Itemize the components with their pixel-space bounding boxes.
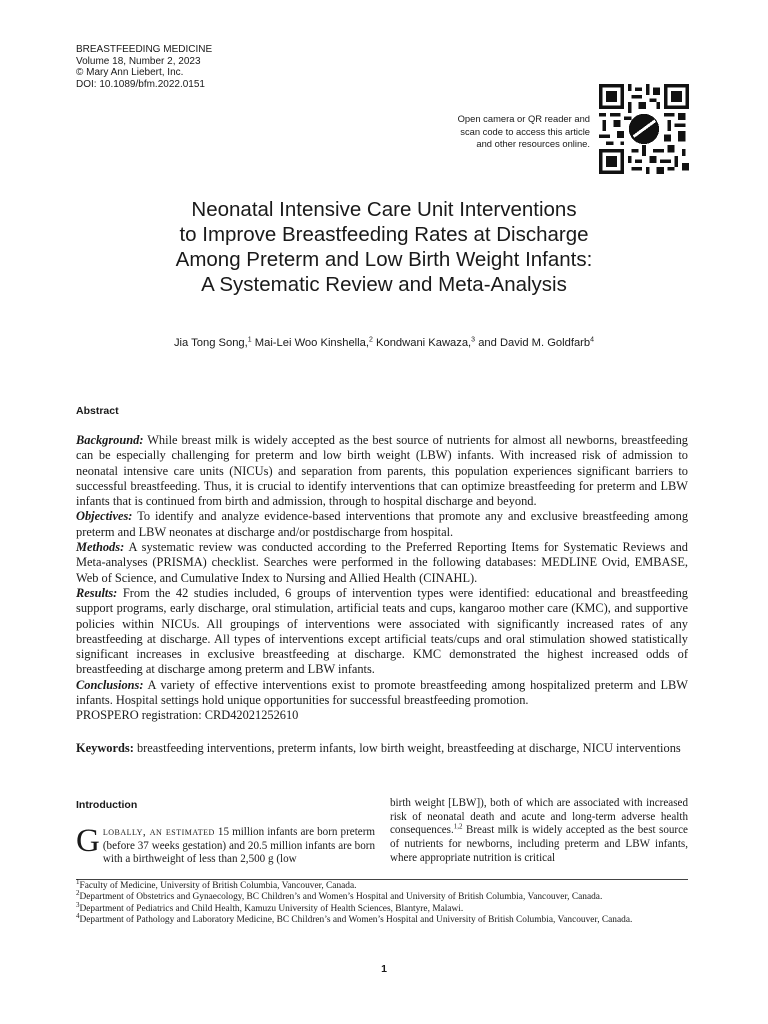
abstract-results — [76, 586, 688, 678]
author-name: and David M. Goldfarb — [478, 337, 591, 349]
journal-volume: Volume 18, Number 2, 2023 — [76, 55, 201, 67]
journal-doi[interactable]: DOI: 10.1089/bfm.2022.0151 — [76, 78, 205, 90]
drop-cap: G — [76, 823, 100, 859]
qr-note-line: and other resources online. — [476, 138, 590, 149]
footnote-mark: 2 — [76, 889, 80, 898]
body-column-left — [76, 823, 376, 867]
footnote-divider — [76, 879, 688, 880]
qr-note-line: Open camera or QR reader and — [457, 113, 590, 124]
author-affiliation: 4 — [590, 336, 595, 344]
section-label: Background: — [76, 433, 144, 447]
qr-instructions — [420, 113, 590, 151]
footnote — [76, 877, 688, 892]
footnote-text: Department of Pathology and Laboratory Medicine, BC Children’s and Women’s Hospital and University of British Columbia, Vancouver, Canada. — [79, 915, 633, 926]
keywords-text: breastfeeding interventions, preterm infants, low birth weight, breastfeeding at discharge, NICU interventions — [136, 741, 681, 755]
journal-header — [76, 44, 212, 90]
title-line: to Improve Breastfeeding Rates at Discharge — [179, 223, 589, 246]
abstract-body — [76, 433, 688, 724]
keywords — [76, 741, 688, 756]
section-label: Methods: — [76, 540, 125, 555]
qr-note-line: scan code to access this article — [460, 125, 590, 137]
title-line: A Systematic Review and Meta-Analysis — [201, 273, 567, 296]
prospero-registration: PROSPERO registration: CRD42021252610 — [76, 708, 299, 723]
footnote — [76, 900, 688, 915]
journal-copyright: © Mary Ann Liebert, Inc. — [76, 67, 184, 79]
footnote — [76, 889, 688, 903]
author-name: Mai-Lei Woo Kinshella, — [254, 337, 369, 349]
intro-paragraph-continued — [390, 797, 688, 866]
keywords-label: Keywords: — [76, 741, 134, 755]
section-label: Results: — [76, 585, 118, 600]
affiliation-footnotes — [76, 877, 688, 927]
body-column-right — [390, 797, 688, 866]
footnote-text: Department of Pediatrics and Child Health, Kamuzu University of Health Sciences, Blantyre, Malawi. — [79, 903, 464, 914]
intro-text: birth weight [LBW]), both of which are associated with increased risk of neonatal death and acute and long-term adverse health consequences. — [390, 797, 688, 837]
author-name: Kondwani Kawaza, — [376, 337, 472, 349]
footnote — [76, 912, 688, 926]
footnote-mark: 3 — [76, 900, 80, 909]
page-number: 1 — [381, 963, 387, 975]
introduction-heading: Introduction — [76, 799, 138, 811]
section-text: A systematic review was conducted according to the Preferred Reporting Items for Systematic Reviews and Meta-analyses (PRISMA) checklist. Searches were performed in the following databases: MEDLINE Ovid, EMBASE, Web of Science, and Cumulative Index to Nursing and Allied Health (CINAHL). — [76, 540, 689, 585]
reference-citation[interactable]: 1,2 — [453, 822, 463, 831]
qr-code-icon[interactable] — [599, 84, 689, 174]
section-label: Conclusions: — [76, 677, 144, 692]
footnote-text: Faculty of Medicine, University of British Columbia, Vancouver, Canada. — [79, 881, 357, 891]
author-affiliation: 3 — [471, 336, 476, 344]
author-affiliation: 2 — [369, 336, 373, 344]
section-text: To identify and analyze evidence-based interventions that promote any and exclusive breastfeeding among preterm and LBW neonates at discharge and/or postdischarge from hospital. — [76, 509, 689, 539]
footnote-text: Department of Obstetrics and Gynaecology, BC Children’s and Women’s Hospital and University of British Columbia, Vancouver, Canada. — [79, 892, 603, 903]
abstract-background — [76, 433, 688, 509]
section-text: While breast milk is widely accepted as the best source of nutrients for almost all newborns, breastfeeding can be especially challenging for preterm and low birth weight (LBW) infants. With increased risk of admission to neonatal intensive care units (NICUs) and separation from parents, this population experiences significant barriers to successful breastfeeding. Thus, it is crucial to identify interventions that can optimize breastfeeding for preterm and LBW infants that is continued from birth and admission, through to hospital discharge and beyond. — [76, 433, 688, 509]
abstract-conclusions — [76, 678, 688, 709]
abstract-objectives — [76, 509, 688, 540]
author-list — [60, 337, 708, 349]
journal-name: BREASTFEEDING MEDICINE — [76, 44, 213, 55]
section-label: Objectives: — [76, 509, 133, 524]
section-text: A variety of effective interventions exist to promote breastfeeding among hospitalized preterm and LBW infants. Hospital settings hold unique opportunities for successful breastfeeding promotion. — [76, 677, 688, 708]
section-text: From the 42 studies included, 6 groups of intervention types were identified: educational and breastfeeding support programs, early discharge, oral stimulation, artificial teats and cups, kangaroo mother care (KMC), and supportive policies within NICUs. All groupings of interventions were associated with significantly increased rates of any breastfeeding at discharge. All types of interventions except artificial teats/cups and oral stimulation showed statistically significant increases in exclusive breastfeeding at discharge. KMC demonstrated the highest increased odds of breastfeeding at discharge among preterm and LBW infants. — [76, 585, 688, 677]
title-line: Neonatal Intensive Care Unit Interventions — [191, 198, 577, 221]
intro-paragraph — [76, 823, 376, 867]
author-affiliation: 1 — [247, 336, 252, 344]
title-line: Among Preterm and Low Birth Weight Infants: — [175, 248, 593, 271]
abstract-heading: Abstract — [76, 405, 119, 417]
small-caps-lead: lobally, an estimated — [102, 826, 215, 838]
intro-text: Breast milk is widely accepted as the best source of nutrients for newborns, including preterm and LBW infants, where appropriate nutrition is critical — [390, 824, 688, 864]
author-name: Jia Tong Song, — [173, 337, 248, 349]
intro-text: 15 million infants are born preterm (before 37 weeks gestation) and 20.5 million infants are born with a birthweight of less than 2,500 g (low — [102, 826, 376, 866]
article-title — [90, 197, 678, 297]
footnote-mark: 4 — [76, 912, 80, 921]
abstract-methods — [76, 540, 688, 586]
footnote-mark: 1 — [76, 877, 80, 886]
